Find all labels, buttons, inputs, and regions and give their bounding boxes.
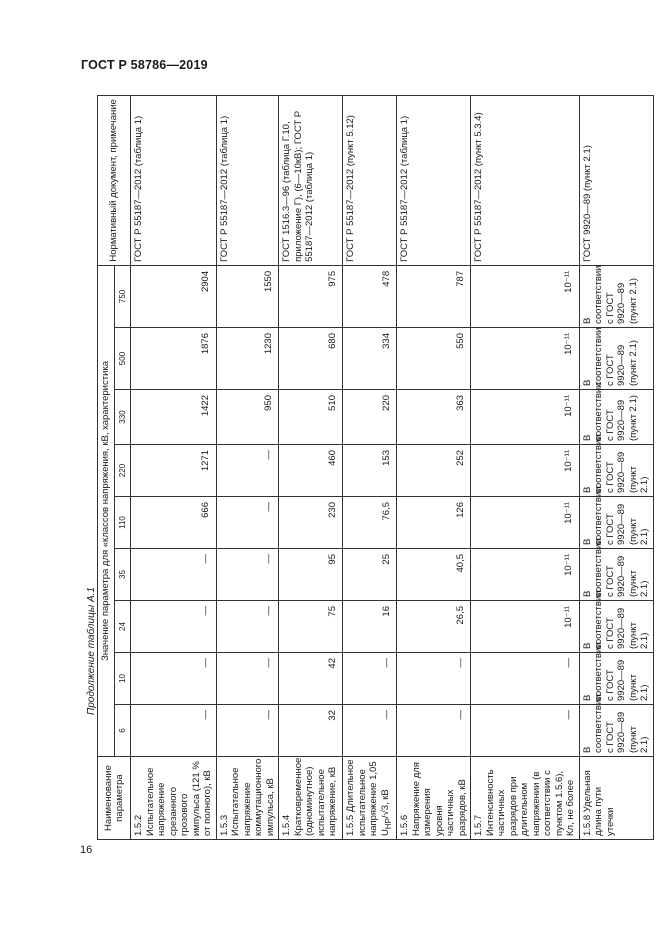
param-name: 1.5.6 Напряжение для измерения уровня частичных разрядов, кВ (397, 757, 471, 840)
table-row (471, 95, 580, 839)
class-header: 6 (114, 705, 131, 757)
value-cell: 10⁻¹¹ (471, 549, 580, 601)
value-cell: 787 (397, 265, 471, 327)
param-name: 1.5.3 Испытательное напряжение коммутационного импульса, кВ (216, 757, 279, 840)
norm-cell: ГОСТ 9920—89 (пункт 2.1) (579, 95, 653, 265)
value-cell: В соответствии с ГОСТ 9920—89 (пункт 2.1) (579, 601, 653, 653)
norm-cell: ГОСТ Р 55187—2012 (пункт 5.12) (343, 95, 397, 265)
header-norm: Нормативный документ, примечание (98, 95, 131, 265)
value-cell: В соответствии с ГОСТ 9920—89 (пункт 2.1) (579, 390, 653, 445)
param-name-subscript: НР (383, 818, 393, 830)
class-header: 110 (114, 497, 131, 549)
value-cell: В соответствии с ГОСТ 9920—89 (пункт 2.1) (579, 549, 653, 601)
class-header: 330 (114, 390, 131, 445)
value-cell: — (216, 705, 279, 757)
value-cell: — (131, 549, 217, 601)
value-cell: В соответствии с ГОСТ 9920—89 (пункт 2.1) (579, 653, 653, 705)
value-cell: 10⁻¹¹ (471, 445, 580, 497)
value-cell: 1422 (131, 390, 217, 445)
page-number: 16 (80, 844, 93, 856)
table-row (131, 95, 217, 839)
value-cell: 25 (343, 549, 397, 601)
class-header: 35 (114, 549, 131, 601)
value-cell: В соответствии с ГОСТ 9920—89 (пункт 2.1) (579, 265, 653, 327)
value-cell: 10⁻¹¹ (471, 328, 580, 390)
value-cell: 10⁻¹¹ (471, 601, 580, 653)
norm-cell: ГОСТ Р 55187—2012 (таблица 1) (397, 95, 471, 265)
value-cell: — (343, 705, 397, 757)
table-row (343, 95, 397, 839)
value-cell: 126 (397, 497, 471, 549)
value-cell: 2904 (131, 265, 217, 327)
value-cell: 26,5 (397, 601, 471, 653)
value-cell: — (216, 653, 279, 705)
norm-cell: ГОСТ Р 55187—2012 (таблица 1) (216, 95, 279, 265)
value-cell: 1876 (131, 328, 217, 390)
value-cell: 40,5 (397, 549, 471, 601)
value-cell: 680 (279, 328, 343, 390)
class-header: 500 (114, 328, 131, 390)
parameters-table (97, 95, 654, 840)
value-cell: 153 (343, 445, 397, 497)
document-header: ГОСТ Р 58786—2019 (81, 58, 208, 72)
value-cell: 16 (343, 601, 397, 653)
param-name: 1.5.8 Удельная длина пути утечки (579, 757, 653, 840)
value-cell: 75 (279, 601, 343, 653)
table-row (397, 95, 471, 839)
value-cell: В соответствии с ГОСТ 9920—89 (пункт 2.1) (579, 705, 653, 757)
value-cell: 42 (279, 653, 343, 705)
value-cell: 1550 (216, 265, 279, 327)
value-cell: 975 (279, 265, 343, 327)
value-cell: — (471, 705, 580, 757)
param-name (343, 757, 397, 840)
value-cell: 1230 (216, 328, 279, 390)
value-cell: — (216, 445, 279, 497)
param-name-part: /√3, кВ (379, 789, 391, 819)
norm-cell: ГОСТ Р 55187—2012 (пункт 5.3.4) (471, 95, 580, 265)
value-cell: 10⁻¹¹ (471, 265, 580, 327)
value-cell: — (131, 601, 217, 653)
value-cell: 460 (279, 445, 343, 497)
value-cell: 334 (343, 328, 397, 390)
value-cell: — (216, 549, 279, 601)
value-cell: 10⁻¹¹ (471, 390, 580, 445)
class-header: 10 (114, 653, 131, 705)
value-cell: — (471, 653, 580, 705)
value-cell: В соответствии с ГОСТ 9920—89 (пункт 2.1) (579, 328, 653, 390)
param-name: 1.5.4 Кратковременное (одноминутное) испытательное напряжение, кВ (279, 757, 343, 840)
rotated-table-container (97, 96, 650, 840)
value-cell: 230 (279, 497, 343, 549)
class-header: 750 (114, 265, 131, 327)
class-header: 220 (114, 445, 131, 497)
value-cell: — (397, 653, 471, 705)
value-cell: 666 (131, 497, 217, 549)
value-cell: 478 (343, 265, 397, 327)
table-row (579, 95, 653, 839)
param-name-part: 1.5.5 Длительное испытательное напряжение 1,05 U (345, 759, 391, 836)
param-name: 1.5.2 Испытательное напряжение срезанного грозового импульса (121 % от полного), кВ (131, 757, 217, 840)
norm-cell: ГОСТ Р 55187—2012 (таблица 1) (131, 95, 217, 265)
value-cell: 252 (397, 445, 471, 497)
value-cell: — (131, 653, 217, 705)
value-cell: 220 (343, 390, 397, 445)
value-cell: 10⁻¹¹ (471, 497, 580, 549)
header-values: Значение параметра для «классов напряжения, кВ, характеристика (98, 265, 115, 756)
value-cell: 363 (397, 390, 471, 445)
value-cell: — (216, 601, 279, 653)
class-header: 24 (114, 601, 131, 653)
table-row (216, 95, 279, 839)
value-cell: 510 (279, 390, 343, 445)
value-cell: В соответствии с ГОСТ 9920—89 (пункт 2.1) (579, 497, 653, 549)
param-name: 1.5.7 Интенсивность частичных разрядов при длительном напряжении (в соответствии с пунктом 1.5.6), Кл, не более (471, 757, 580, 840)
value-cell: — (343, 653, 397, 705)
value-cell: — (397, 705, 471, 757)
table-caption: Продолжение таблицы А.1 (86, 587, 97, 715)
value-cell: 32 (279, 705, 343, 757)
header-param: Наименование параметра (98, 757, 131, 840)
value-cell: — (131, 705, 217, 757)
value-cell: В соответствии с ГОСТ 9920—89 (пункт 2.1) (579, 445, 653, 497)
table-row (279, 95, 343, 839)
value-cell: 95 (279, 549, 343, 601)
value-cell: 950 (216, 390, 279, 445)
value-cell: — (216, 497, 279, 549)
value-cell: 550 (397, 328, 471, 390)
value-cell: 76,5 (343, 497, 397, 549)
table-header-row (98, 95, 115, 839)
value-cell: 1271 (131, 445, 217, 497)
norm-cell: ГОСТ 1516.3—96 (таблица Г.10, приложение Г), (6—10кВ); ГОСТ Р 55187—2012 (таблица 1) (279, 95, 343, 265)
